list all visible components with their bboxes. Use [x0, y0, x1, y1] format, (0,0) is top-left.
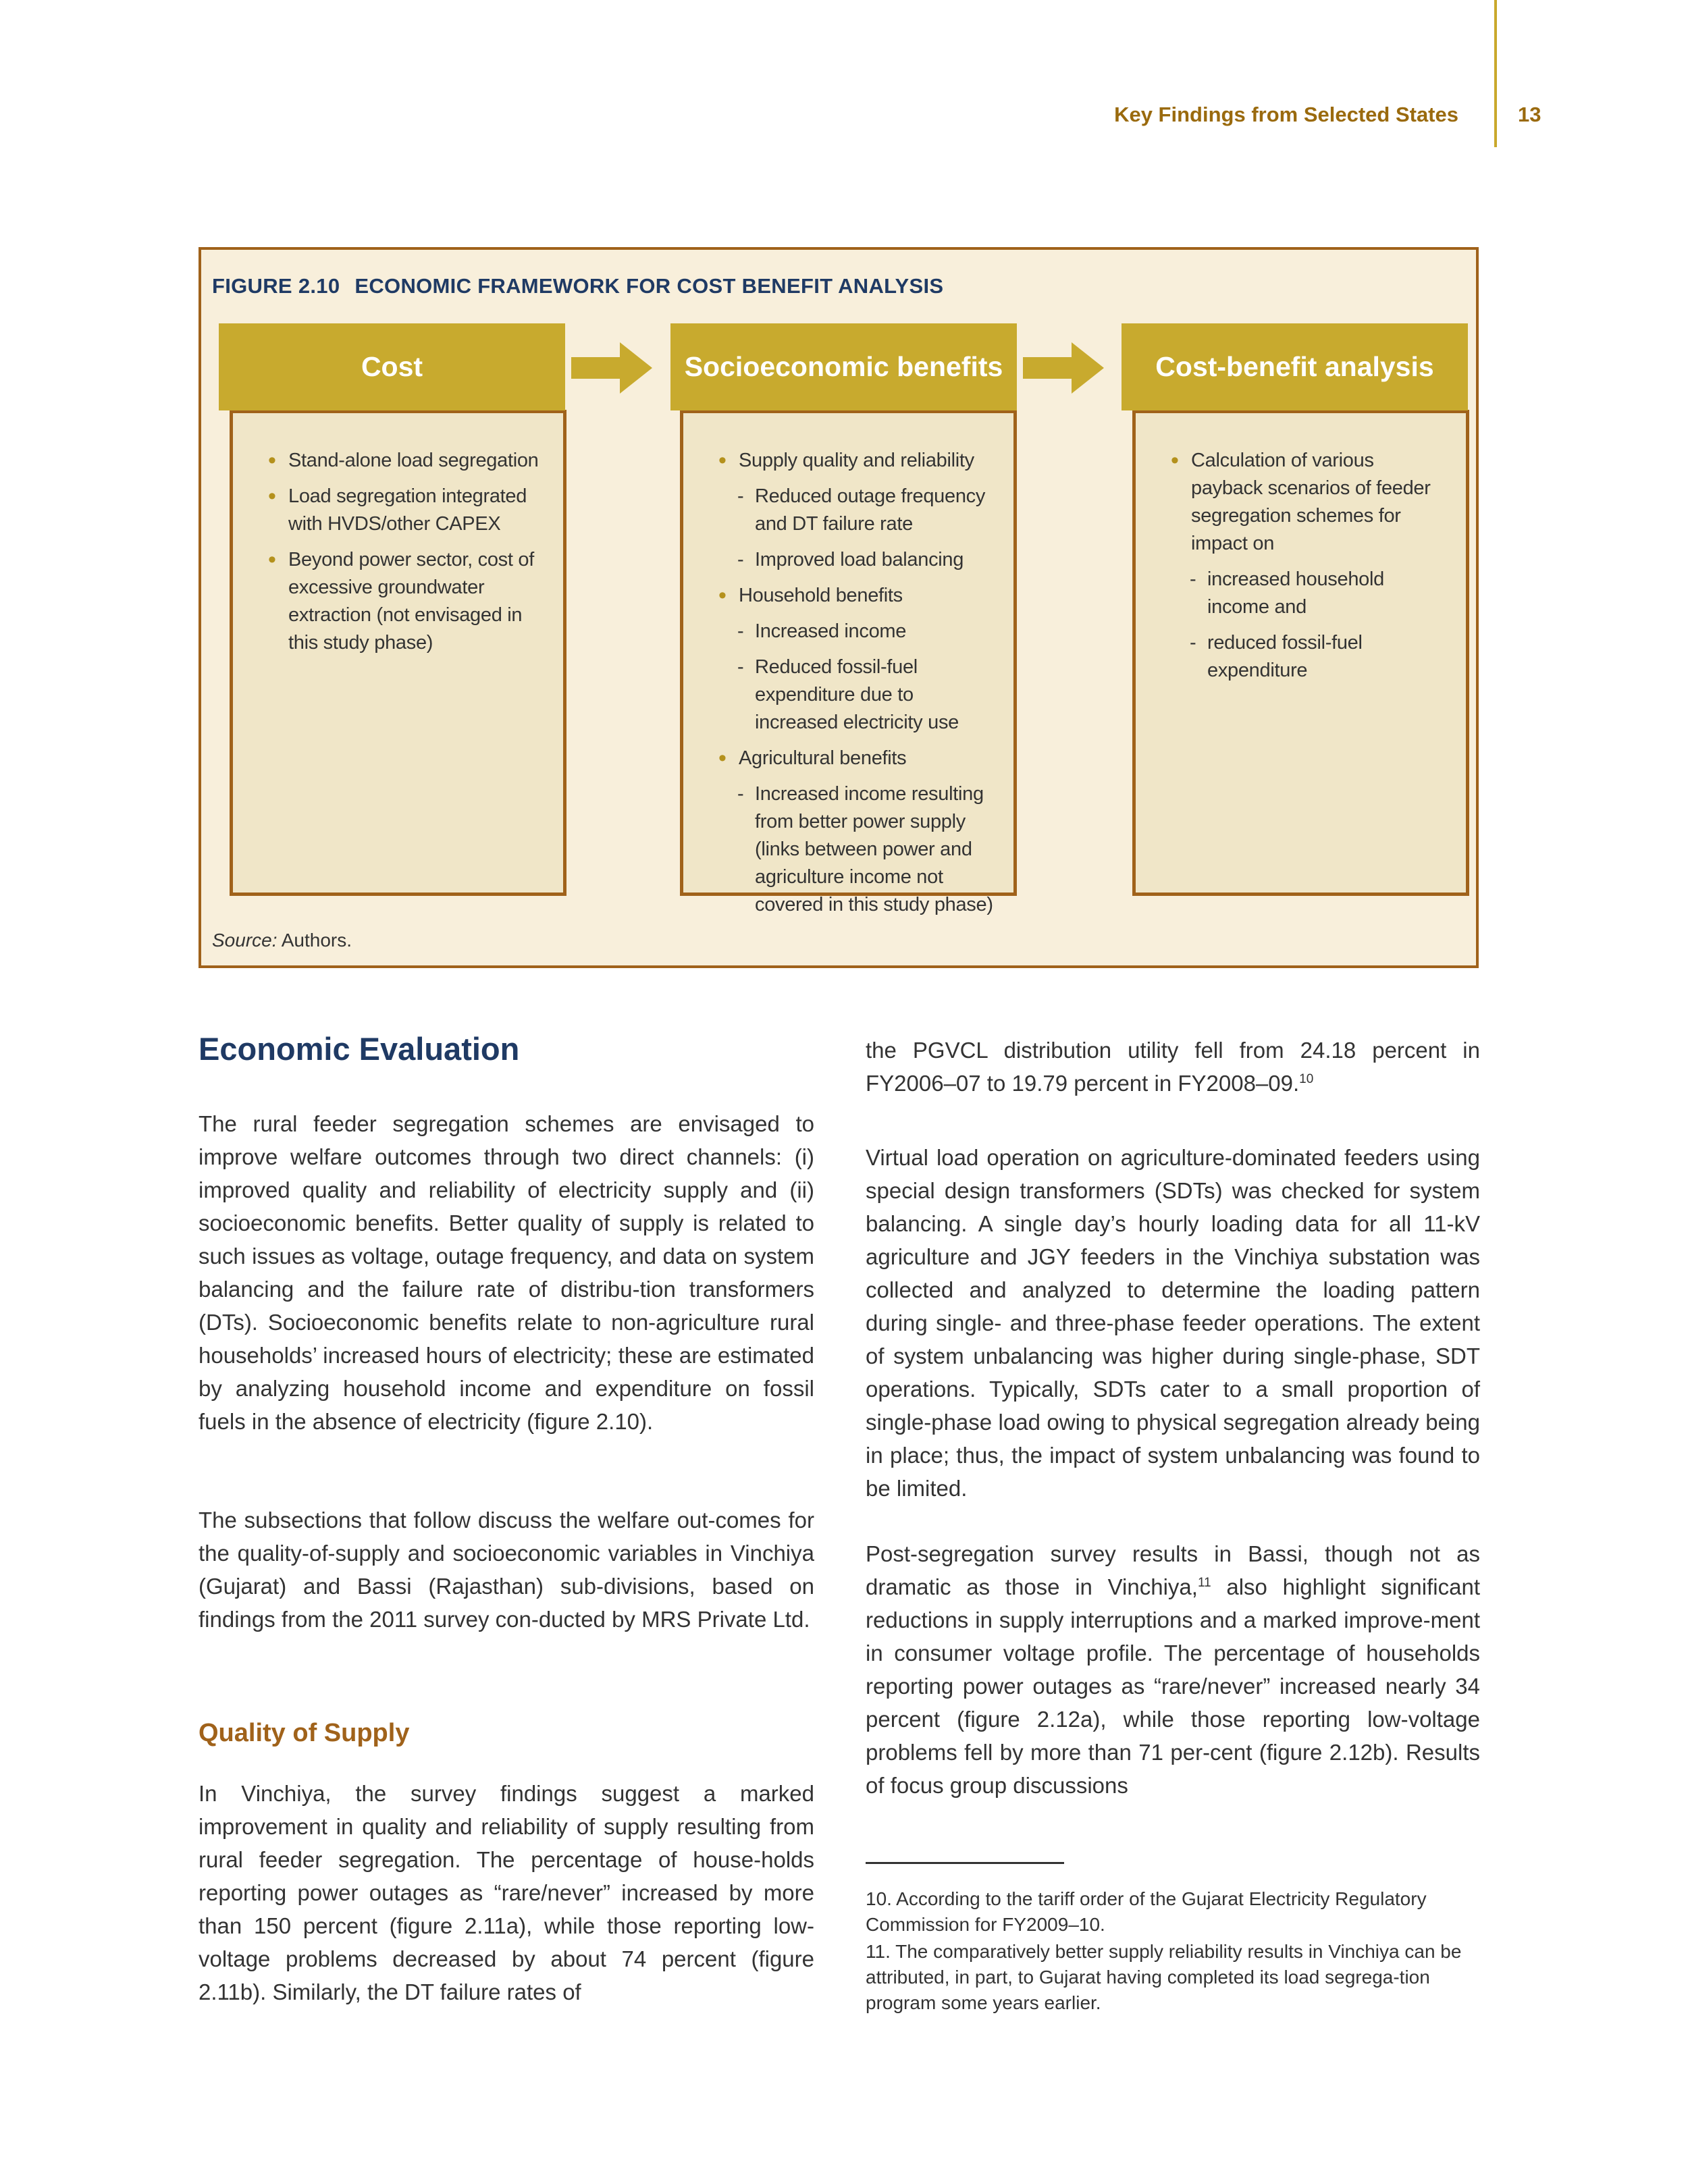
bullet-item: • Household benefits: [718, 582, 997, 610]
cost-column-box: [230, 410, 566, 896]
figure-title: [212, 274, 943, 298]
sub-item: - increased household income and: [1171, 566, 1450, 621]
paragraph: [866, 1537, 1480, 1802]
paragraph: Virtual load operation on agriculture-dominated feeders using special design transformers (SDTs) was checked for system balancing. A single day’s hourly loading data for all 11-kV agriculture and JGY feeders in the Vinchiya substation was collected and analyzed to determine the loading pattern during single- and three-phase feeder operations. The extent of system unbalancing was higher during single-phase, SDT operations. Typically, SDTs cater to a small proportion of single-phase load owing to physical segregation already being in place; thus, the impact of system unbalancing was found to be limited.: [866, 1145, 1480, 1501]
socioeconomic-items: [718, 447, 997, 927]
cost-items: [268, 447, 547, 665]
bullet-item: • Calculation of various payback scenarios of feeder segregation schemes for impact on: [1171, 447, 1450, 558]
paragraph-text: the PGVCL distribution utility fell from 24.18 percent in FY2006–07 to 19.79 percent in FY2008–09.: [866, 1038, 1480, 1096]
paragraph-text: Post-segregation survey results in Bassi, though not as dramatic as those in Vinchiya,: [866, 1541, 1480, 1599]
sub-item: - Reduced outage frequency and DT failure rate: [718, 483, 997, 538]
footnote-ref: 10: [1299, 1072, 1314, 1086]
source-text: Authors.: [277, 930, 352, 951]
bullet-item: • Load segregation integrated with HVDS/other CAPEX: [268, 483, 547, 538]
bullet-item: • Supply quality and reliability: [718, 447, 997, 475]
cba-heading: Cost-benefit analysis: [1122, 323, 1468, 410]
paragraph: The rural feeder segregation schemes are envisaged to improve welfare outcomes through two direct channels: (i) improved quality and reliability of electricity supply and (ii) socioeconomic benefits. Better quality of supply is related to such issues as voltage, outage frequency, and data on system balancing and the failure rate of distribu-tion transformers (DTs). Socioeconomic benefits relate to non-agriculture rural households’ increased hours of electricity; these are estimated by analyzing household income and expenditure on fossil fuels in the absence of electricity (figure 2.10).: [199, 1111, 814, 1434]
socioeconomic-column-box: [680, 410, 1017, 915]
footnote-11: 11. The comparatively better supply reliability results in Vinchiya can be attributed, in part, to Gujarat having completed its load segrega-tion program some years earlier.: [866, 1941, 1462, 2013]
header-rule: [1494, 0, 1497, 147]
footnote-rule: [866, 1862, 1064, 1864]
figure-title-text: ECONOMIC FRAMEWORK FOR COST BENEFIT ANALYSIS: [354, 274, 944, 298]
footnote-10: 10. According to the tariff order of the Gujarat Electricity Regulatory Commission for FY2009–10.: [866, 1888, 1427, 1935]
bullet-item: • Stand-alone load segregation: [268, 447, 547, 475]
bullet-item: • Agricultural benefits: [718, 745, 997, 772]
sub-item: - Increased income resulting from better power supply (links between power and agriculture income not covered in this study phase): [718, 780, 997, 919]
sub-item: - Improved load balancing: [718, 546, 997, 574]
heading-quality-of-supply: Quality of Supply: [199, 1719, 410, 1747]
bullet-item: • Beyond power sector, cost of excessive groundwater extraction (not envisaged in this study phase): [268, 546, 547, 657]
figure-source: [212, 930, 352, 951]
source-label: Source:: [212, 930, 278, 951]
socioeconomic-heading: Socioeconomic benefits: [670, 323, 1017, 410]
paragraph-text: also highlight significant reductions in supply interruptions and a marked improve-ment in consumer voltage profile. The percentage of households reporting power outages as “rare/never” increased nearly 34 percent (figure 2.12a), while those reporting low-voltage problems fell by more than 71 per-cent (figure 2.12b). Results of focus group discussions: [866, 1574, 1480, 1798]
paragraph: The subsections that follow discuss the welfare out-comes for the quality-of-supply and socioeconomic variables in Vinchiya (Gujarat) and Bassi (Rajasthan) sub-divisions, based on findings from the 2011 survey con-ducted by MRS Private Ltd.: [199, 1508, 814, 1632]
page-number: 13: [1518, 103, 1541, 126]
cost-heading: Cost: [219, 323, 565, 410]
paragraph: [866, 1034, 1480, 1100]
cba-items: [1171, 447, 1450, 693]
heading-economic-evaluation: Economic Evaluation: [199, 1031, 520, 1067]
figure-panel: [199, 247, 1479, 968]
cba-column-box: [1132, 410, 1469, 896]
footnote-ref: 11: [1197, 1576, 1211, 1590]
paragraph: In Vinchiya, the survey findings suggest a marked improvement in quality and reliability of supply resulting from rural feeder segregation. The percentage of house-holds reporting power outages as “rare/never” increased by more than 150 percent (figure 2.11a), while those reporting low-voltage problems decreased by about 74 percent (figure 2.11b). Similarly, the DT failure rates of: [199, 1781, 814, 2004]
running-head: Key Findings from Selected States: [1114, 103, 1458, 126]
figure-label: FIGURE 2.10: [212, 274, 340, 298]
sub-item: - Increased income: [718, 618, 997, 645]
sub-item: - reduced fossil-fuel expenditure: [1171, 629, 1450, 685]
sub-item: - Reduced fossil-fuel expenditure due to increased electricity use: [718, 654, 997, 737]
